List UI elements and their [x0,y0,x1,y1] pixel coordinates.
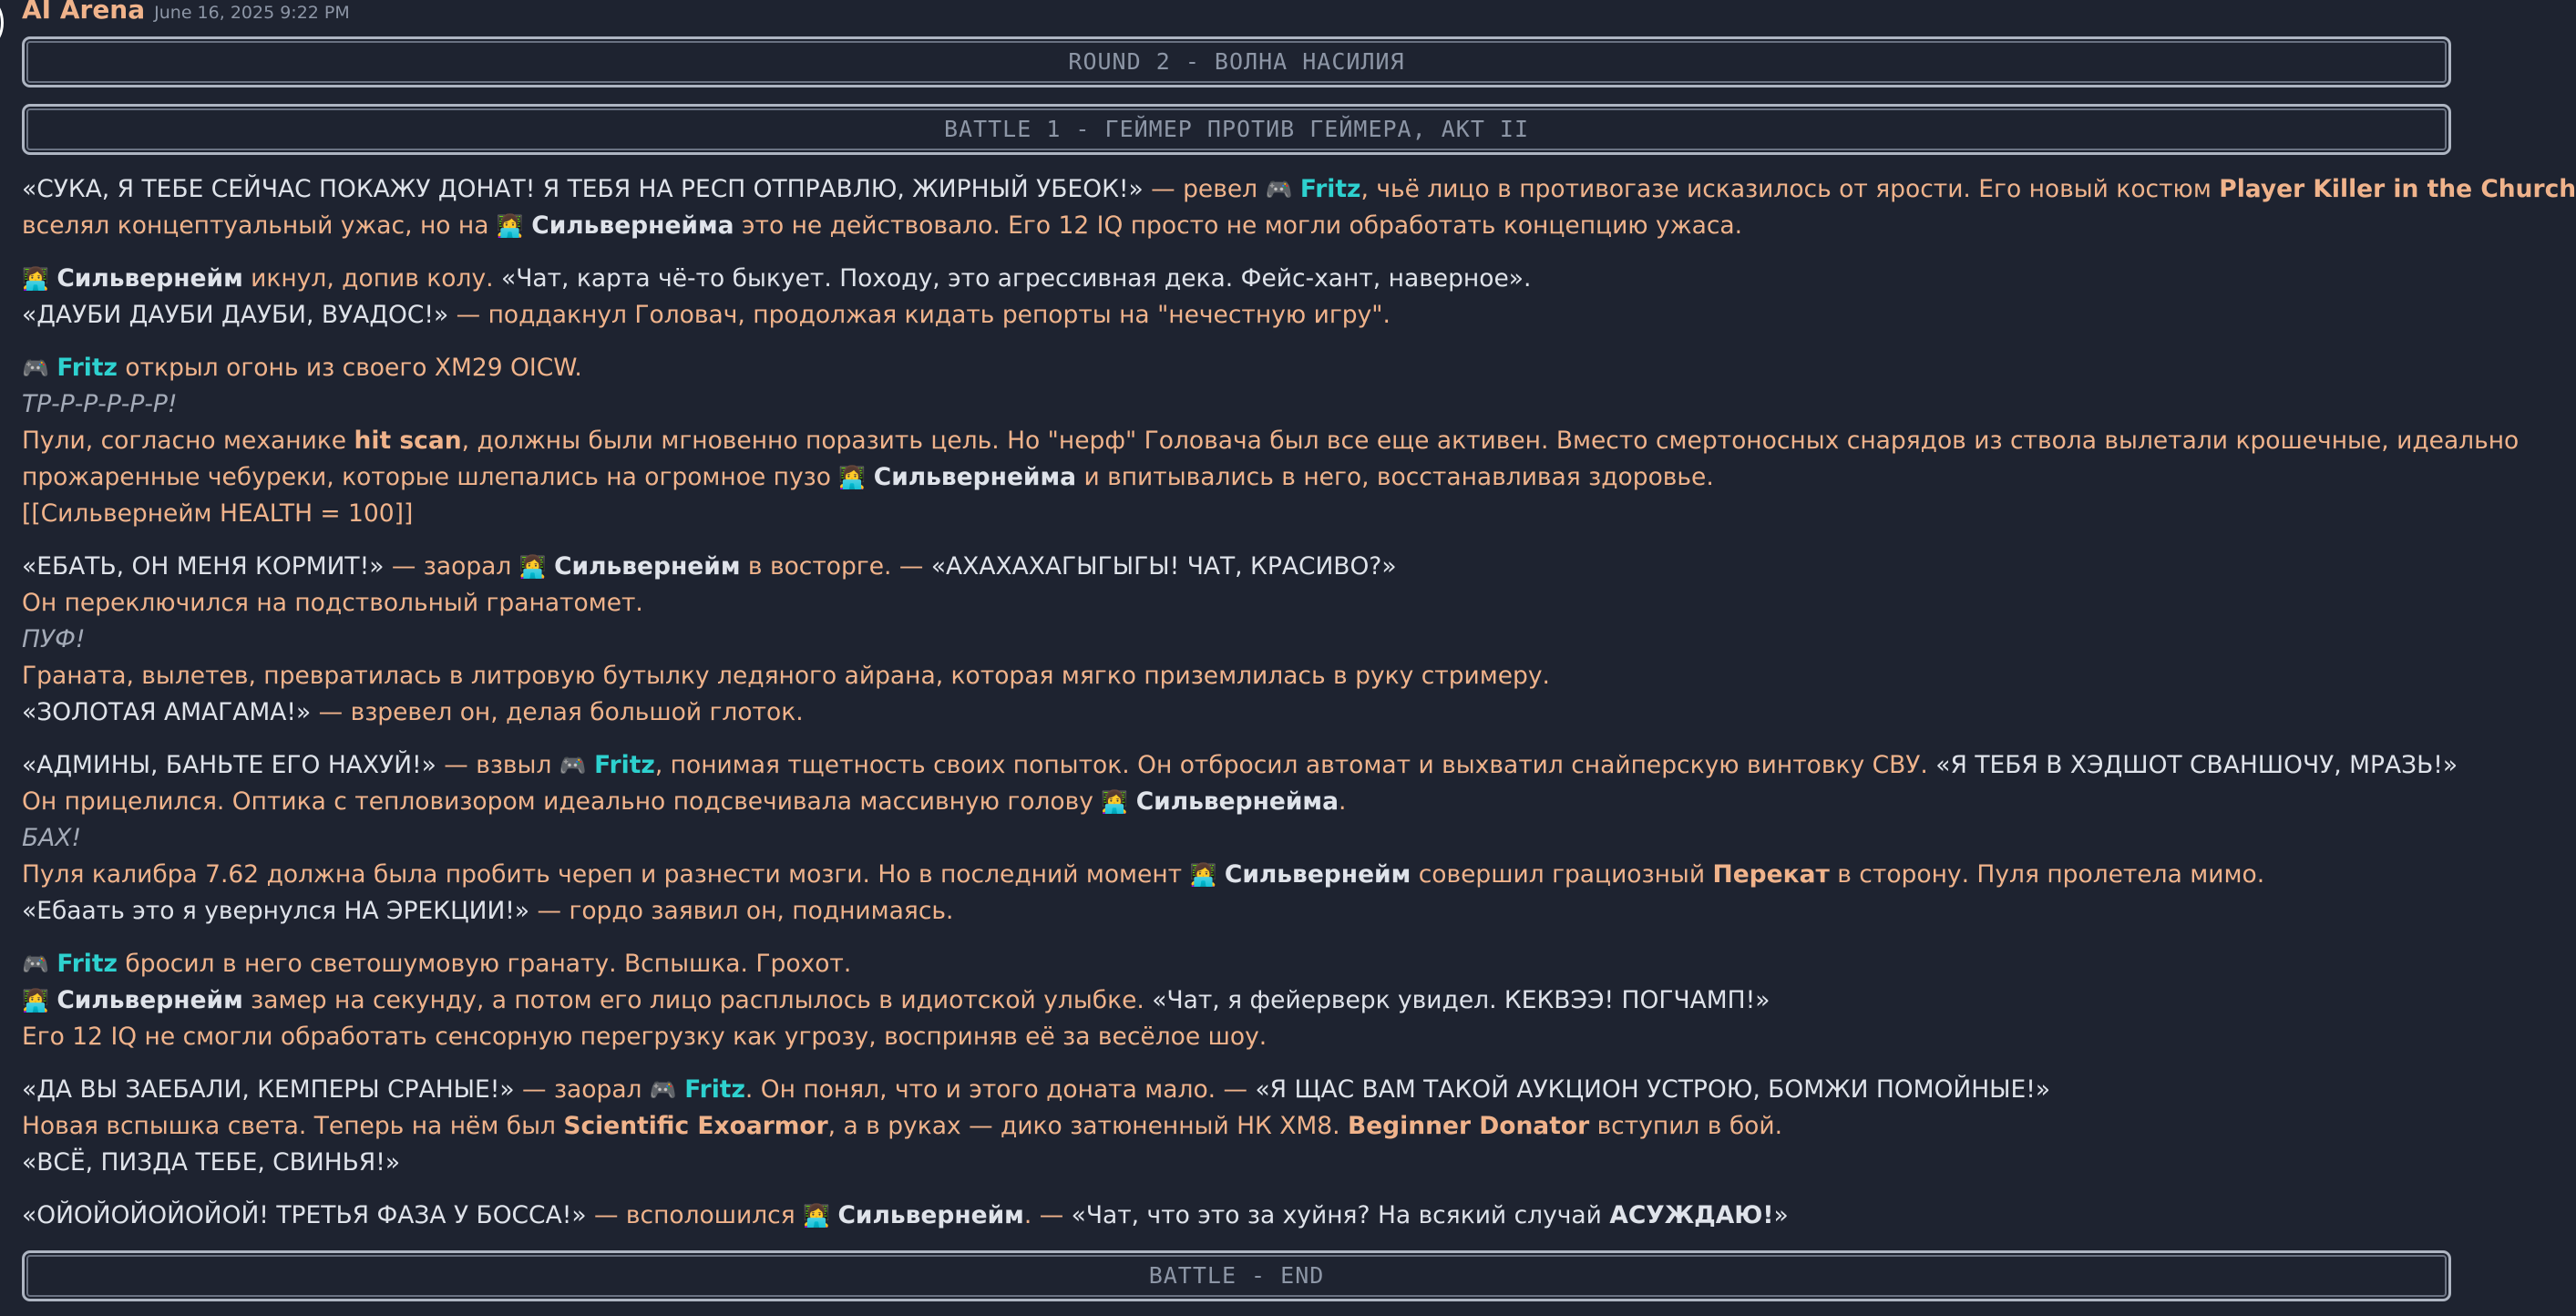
narration-text: бросил в него светошумовую гранату. Вспышка. Грохот. [117,950,852,978]
narration-text: Новая вспышка света. Теперь на нём был [22,1112,564,1140]
fritz-name: Fritz [56,950,118,978]
narration-text: — ревел [1143,175,1266,203]
narration-text: Граната, вылетев, превратилась в литровую бутылку ледяного айрана, которая мягко приземлилась в руку стримеру. [22,662,1550,690]
narration-text [587,751,594,779]
narration-text: Пуля калибра 7.62 должна была пробить череп и разнести мозги. Но в последний момент [22,860,1190,889]
paragraph-gap [22,532,2455,549]
bold-text: Сильвернейм [554,552,741,581]
narration-text: прожаренные чебуреки, которые шлепались на огромное пузо [22,463,839,491]
sound-effect: ТР-Р-Р-Р-Р-Р! [22,390,178,418]
narration-text: — заорал [384,552,519,581]
streamer-icon: 👩‍💻 [22,988,49,1013]
narration-text: , а в руках — дико затюненный НК XM8. [827,1112,1349,1140]
story-line [22,658,2455,694]
story-line [22,350,2455,386]
dialogue-text: «ЗОЛОТАЯ АМАГАМА!» [22,698,312,726]
bold-text: Сильвернейм [837,1201,1024,1229]
round-banner: ROUND 2 - ВОЛНА НАСИЛИЯ [22,36,2451,87]
gamepad-icon: 🎮 [22,355,49,381]
streamer-icon: 👩‍💻 [518,554,547,580]
gamepad-icon: 🎮 [559,753,587,778]
streamer-icon: 👩‍💻 [803,1203,830,1229]
narration-text: , должны были мгновенно поразить цель. Но "нерф" Головача был все еще активен. Вместо смертоносных снарядов из ствола вылетали крошечные, идеально [461,427,2520,455]
dialogue-text: «Я ТЕБЯ В ХЭДШОТ СВАНШОЧУ, МРАЗЬ!» [1935,751,2458,779]
story-line [22,386,2455,423]
narration-text: икнул, допив колу. [242,264,501,293]
gamepad-icon: 🎮 [1265,177,1293,202]
author-name[interactable]: AI Arena [22,0,146,25]
paragraph-gap [22,1181,2455,1198]
streamer-icon: 👩‍💻 [1101,789,1129,815]
narration-text: вступил в бой. [1589,1112,1783,1140]
dialogue-text: «Я ЩАС ВАМ ТАКОЙ АУКЦИОН УСТРОЮ, БОМЖИ ПОМОЙНЫЕ!» [1255,1075,2051,1104]
paragraph-gap [22,334,2455,350]
story-line [22,171,2576,208]
story-line [22,1072,2455,1108]
fritz-name: Fritz [56,354,118,382]
story-line [22,820,2455,857]
streamer-icon: 👩‍💻 [838,465,867,490]
dialogue-text: «ДА ВЫ ЗАЕБАЛИ, КЕМПЕРЫ СРАНЫЕ!» [22,1075,515,1104]
dialogue-text: «ВСЁ, ПИЗДА ТЕБЕ, СВИНЬЯ!» [22,1148,401,1177]
paragraph-gap [22,244,2455,261]
narration-text: — заорал [514,1075,650,1104]
narration-text: совершил грациозный [1411,860,1713,889]
bold-text: Scientific Exoarmor [563,1112,828,1140]
narration-text [547,552,554,581]
streamer-icon: 👩‍💻 [22,266,49,292]
story-line [22,297,2455,334]
story-line [22,423,2520,459]
narration-text [1128,787,1135,816]
narration-text: — поддакнул Головач, продолжая кидать репорты на "нечестную игру". [448,301,1391,329]
bold-text: Beginner Donator [1348,1112,1590,1140]
story-line [22,982,2455,1019]
bold-text: Сильвернейм [56,986,243,1014]
narration-text: . — [1023,1201,1072,1229]
dialogue-text: «Чат, что это за хуйня? На всякий случай [1071,1201,1610,1229]
story-line [22,893,2455,930]
dialogue-text: «СУКА, Я ТЕБЕ СЕЙЧАС ПОКАЖУ ДОНАТ! Я ТЕБЯ НА РЕСП ОТПРАВЛЮ, ЖИРНЫЙ УБЕОК!» [22,175,1144,203]
story-line [22,747,2458,784]
dialogue-text: «ДАУБИ ДАУБИ ДАУБИ, ВУАДОС!» [22,301,449,329]
dialogue-text: «ЕБАТЬ, ОН МЕНЯ КОРМИТ!» [22,552,385,581]
fritz-name: Fritz [684,1075,745,1104]
paragraph-gap [22,930,2455,946]
narration-text: , чьё лицо в противогазе исказилось от ярости. Его новый костюм [1360,175,2220,203]
narration-text: , понимая тщетность своих попыток. Он отбросил автомат и выхватил снайперскую винтовку СВУ. [654,751,1936,779]
dialogue-text: «АХАХАХАГЫГЫГЫ! ЧАТ, КРАСИВО?» [930,552,1397,581]
battle-banner: BATTLE 1 - ГЕЙМЕР ПРОТИВ ГЕЙМЕРА, АКТ II [22,104,2451,155]
bold-text: hit scan [354,427,462,455]
narration-text: . [1338,787,1347,816]
dialogue-text: «Чат, карта чё-то быкует. Походу, это агрессивная дека. Фейс-хант, наверное». [501,264,1532,293]
narration-text: . Он понял, что и этого доната мало. — [744,1075,1256,1104]
timestamp[interactable]: June 16, 2025 9:22 PM [154,3,350,23]
paragraph-gap [22,731,2455,747]
gamepad-icon: 🎮 [649,1077,677,1103]
paragraph-gap [22,1055,2455,1072]
story-line [22,459,2455,496]
bold-text: Сильвернейма [531,211,734,240]
narration-text: в сторону. Пуля пролетела мимо. [1829,860,2265,889]
bold-text: Сильвернейма [1135,787,1339,816]
narration-text: вселял концептуальный ужас, но на [22,211,497,240]
bold-text: Player Killer in the Church [2219,175,2576,203]
battle-end-banner: BATTLE - END [22,1250,2451,1301]
gamepad-icon: 🎮 [22,951,49,977]
story-line [22,1108,2455,1145]
avatar[interactable] [0,2,4,44]
bold-text: Сильвернейм [1224,860,1411,889]
sound-effect: ПУФ! [22,625,86,653]
narration-text [677,1075,684,1104]
story-line [22,585,2455,622]
story-line [22,261,2455,297]
narration-text: Он прицелился. Оптика с тепловизором идеально подсвечивала массивную голову [22,787,1102,816]
narration-text: — гордо заявил он, поднимаясь. [529,897,954,925]
narration-text: Пули, согласно механике [22,427,354,455]
story-line [22,694,2455,731]
fritz-name: Fritz [594,751,655,779]
story-text [22,171,2576,1234]
dialogue-text: «АДМИНЫ, БАНЬТЕ ЕГО НАХУЙ!» [22,751,436,779]
story-line [22,549,2455,585]
streamer-icon: 👩‍💻 [1189,862,1217,888]
story-line [22,496,2455,532]
narration-text: это не действовало. Его 12 IQ просто не могли обработать концепцию ужаса. [734,211,1743,240]
narration-text: и впитывались в него, восстанавливая здоровье. [1076,463,1714,491]
narration-text: — взвыл [436,751,559,779]
dialogue-text: «Ебаать это я увернулся НА ЭРЕКЦИИ!» [22,897,530,925]
narration-text: Он переключился на подствольный гранатомет. [22,589,643,617]
narration-text [866,463,873,491]
narration-text: замер на секунду, а потом его лицо расплылось в идиотской улыбке. [242,986,1153,1014]
story-line [22,208,2455,244]
bold-text: Сильвернейма [873,463,1077,491]
narration-text [524,211,531,240]
streamer-icon: 👩‍💻 [496,213,524,239]
message-header [22,0,350,25]
narration-text [1292,175,1299,203]
bold-text: Перекат [1712,860,1830,889]
bold-text: Сильвернейм [56,264,243,293]
story-line [22,1019,2455,1055]
narration-text [1216,860,1224,889]
story-line [22,946,2455,982]
dialogue-text: «Чат, я фейерверк увидел. КЕКВЭЭ! ПОГЧАМП!» [1152,986,1770,1014]
story-line [22,1198,2455,1234]
sound-effect: БАХ! [22,824,82,852]
narration-text: в восторге. — [740,552,931,581]
dialogue-text: «ОЙОЙОЙОЙОЙОЙ! ТРЕТЬЯ ФАЗА У БОССА!» [22,1201,587,1229]
bold-text: АСУЖДАЮ! [1609,1201,1774,1229]
story-line [22,1145,2455,1181]
story-line [22,784,2455,820]
dialogue-text: » [1773,1201,1789,1229]
narration-text: Его 12 IQ не смогли обработать сенсорную перегрузку как угрозу, восприняв её за весёлое шоу. [22,1023,1267,1051]
narration-text: [[Сильвернейм HEALTH = 100]] [22,499,414,528]
narration-text: — взревел он, делая большой глоток. [311,698,804,726]
story-line [22,857,2455,893]
fritz-name: Fritz [1299,175,1361,203]
narration-text: — всполошился [586,1201,804,1229]
story-line [22,622,2455,658]
narration-text: открыл огонь из своего XM29 OICW. [117,354,582,382]
